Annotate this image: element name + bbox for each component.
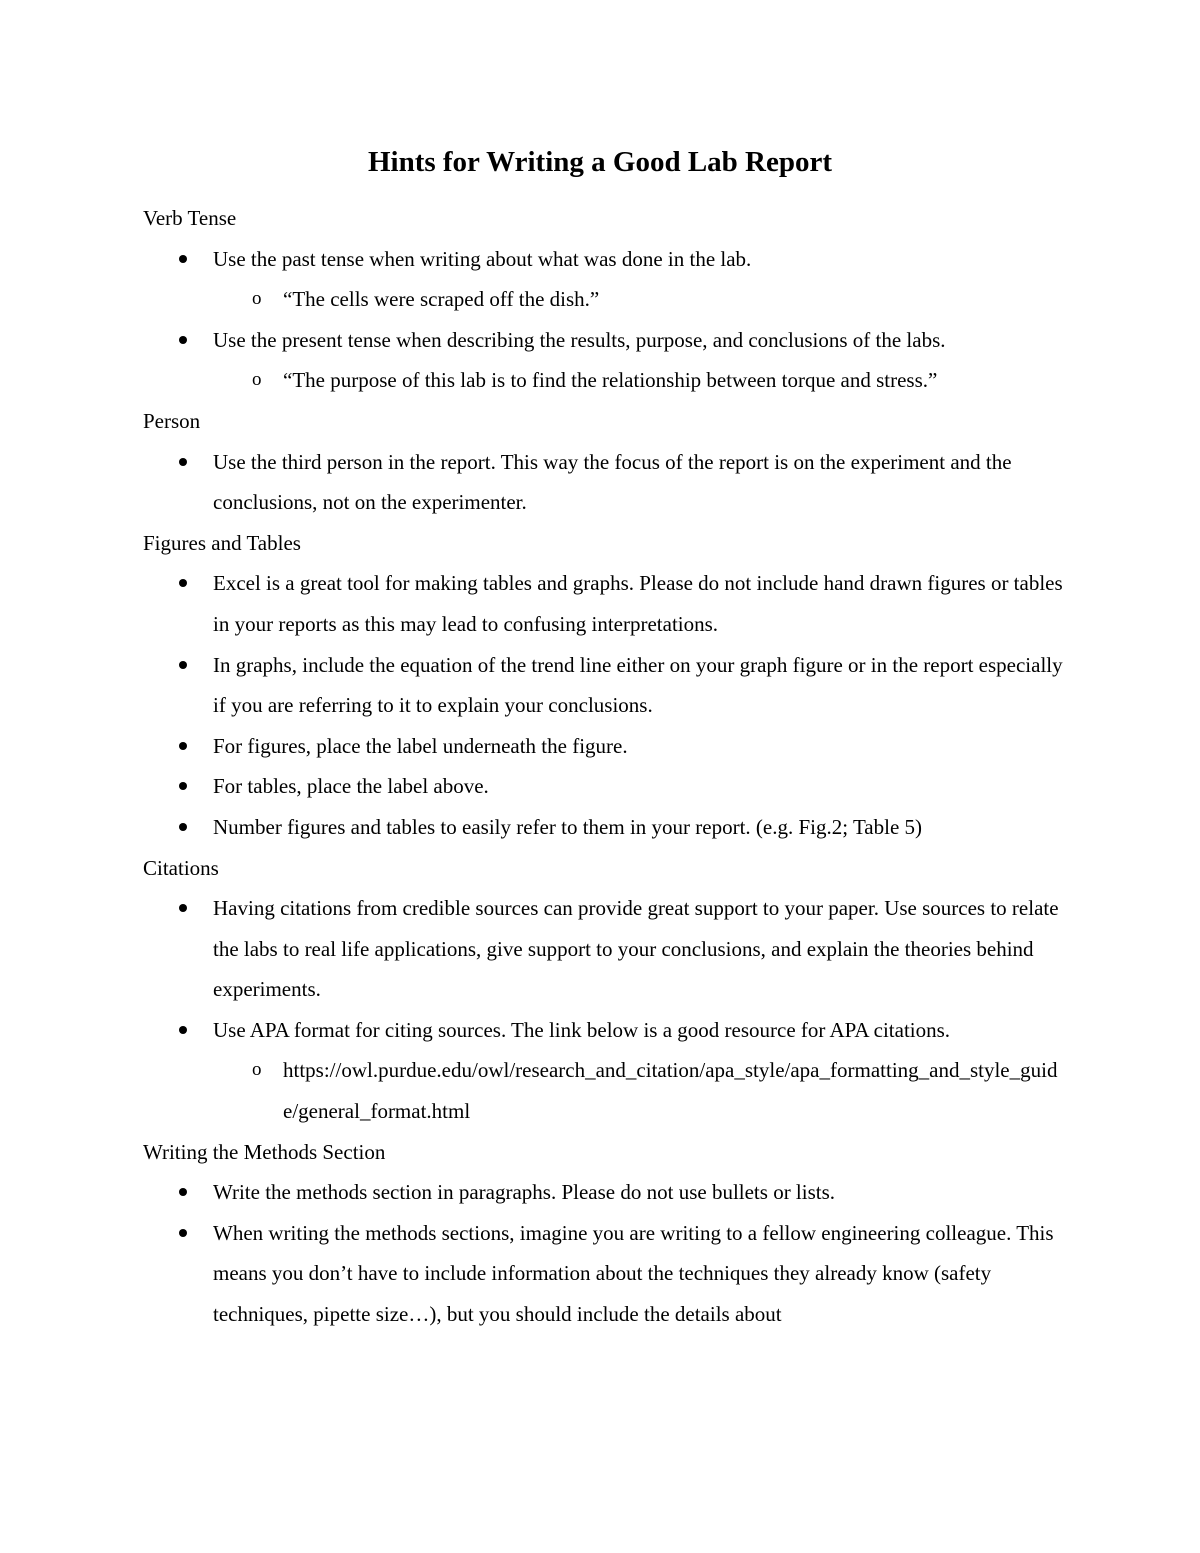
bullet-list-citations [143,888,1063,1132]
list-item-text: For tables, place the label above. [213,774,489,799]
list-item [143,807,1063,848]
section-heading-person: Person [143,408,201,433]
bullet-icon [179,904,187,912]
bullet-list-verb-tense [143,239,1063,401]
bullet-list-figures-and-tables [143,563,1063,847]
section-heading-figures-and-tables: Figures and Tables [143,530,301,555]
section-heading-verb-tense: Verb Tense [143,206,237,230]
bullet-icon [179,1026,187,1034]
list-item-text: Use the third person in the report. This way the focus of the report is on the experiment and the conclusions, not on the experimenter. [213,449,1012,515]
list-item-text: When writing the methods sections, imagine you are writing to a fellow engineering colleague. This means you don’t have to include information about the techniques they already know (safety techniques, pipette size…), but you should include the details about [213,1220,1054,1327]
list-item-text: Write the methods section in paragraphs. Please do not use bullets or lists. [213,1180,836,1205]
sub-list-item [143,360,1063,401]
list-item [143,1010,1063,1051]
bullet-icon [179,1229,187,1237]
list-item [143,563,1063,644]
list-item [143,726,1063,767]
list-item [143,442,1063,523]
bullet-icon [179,661,187,669]
list-item-text: In graphs, include the equation of the trend line either on your graph figure or in the report especially if you are referring to it to explain your conclusions. [213,652,1063,718]
sub-list-item-text: “The cells were scraped off the dish.” [283,287,600,312]
bullet-icon [179,782,187,790]
list-item-text: Use the past tense when writing about what was done in the lab. [213,246,752,271]
bullet-icon [179,336,187,344]
bullet-list-person [143,442,1063,523]
bullet-icon [179,742,187,750]
sub-list-item-text: “The purpose of this lab is to find the relationship between torque and stress.” [283,368,938,393]
bullet-icon [179,458,187,466]
list-item-text: Use APA format for citing sources. The link below is a good resource for APA citations. [213,1017,951,1042]
document-body [143,198,1063,1335]
circle-bullet-icon: o [252,369,262,391]
apa-resource-link[interactable]: https://owl.purdue.edu/owl/research_and_citation/apa_style/apa_formatting_and_style_guide/general_format.html [283,1058,1058,1124]
list-item [143,239,1063,280]
bullet-icon [179,823,187,831]
list-item-text: For figures, place the label underneath the figure. [213,733,628,758]
list-item [143,888,1063,1010]
list-item-text: Having citations from credible sources can provide great support to your paper. Use sources to relate the labs to real life applications, give support to your conclusions, and explain the theories behind experiments. [213,896,1059,1002]
list-item [143,1213,1063,1335]
document-title: Hints for Writing a Good Lab Report [367,146,833,178]
bullet-list-methods [143,1172,1063,1334]
list-item-text: Use the present tense when describing the results, purpose, and conclusions of the labs. [213,327,946,352]
list-item [143,645,1063,726]
sub-list-item [143,279,1063,320]
list-item [143,1172,1063,1213]
bullet-icon [179,1188,187,1196]
list-item [143,766,1063,807]
circle-bullet-icon: o [252,1059,262,1081]
list-item [143,320,1063,361]
sub-list-item [143,1050,1063,1131]
list-item-text: Excel is a great tool for making tables and graphs. Please do not include hand drawn figures or tables in your reports as this may lead to confusing interpretations. [213,571,1063,636]
list-item-text: Number figures and tables to easily refer to them in your report. (e.g. Fig.2; Table 5) [213,814,923,839]
section-heading-citations: Citations [143,855,219,880]
bullet-icon [179,255,187,263]
bullet-icon [179,579,187,587]
section-heading-methods: Writing the Methods Section [143,1139,386,1164]
circle-bullet-icon: o [252,288,262,310]
